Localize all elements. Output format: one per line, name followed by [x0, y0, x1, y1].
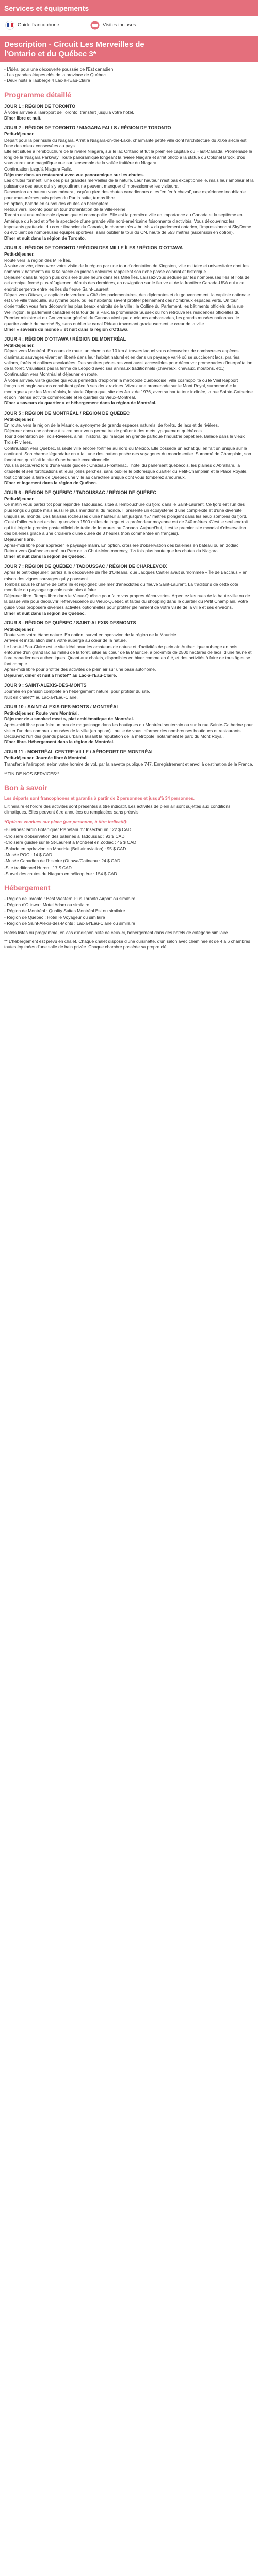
day-line: Elle est située à l'embouchure de la rivière Niagara, sur le lac Ontario et fut la première capitale du Haut-Canada. Promenade le long de la 'Niagara Parkway', route panoramique longeant la rivière Niagara et arrêt photo à la statue du Colonel Brock, d'où vous aurez une magnifique vue sur l'ensemble de la vallée fruitière du Niagara. [4, 148, 252, 166]
program-title: Programme détaillé [4, 90, 71, 99]
day-line: Petit-déjeuner. [4, 251, 35, 257]
flag-icon [5, 21, 14, 30]
days-list [0, 104, 258, 767]
ticket-icon [90, 21, 100, 30]
day-line: Dîner et nuit dans la région de Québec. [4, 610, 86, 616]
day-block [4, 245, 254, 332]
page [0, 0, 258, 955]
description-title-line2: l'Ontario et du Québec 3* [4, 49, 96, 58]
day-block [4, 125, 254, 241]
day-line: Arrivée et installation dans votre auberge au cœur de la nature. [4, 638, 127, 643]
day-line: Petit-déjeuner. [4, 131, 35, 137]
hotels-list [0, 896, 258, 927]
day-line: Les chutes forment l'une des plus grandes merveilles de la nature. Leur hauteur n'est pas exceptionnelle, mais leur ampleur et la puissance des eaux qui s'y engouffrent ne peuvent manquer d'impressionner les visiteurs. [4, 178, 254, 189]
day-block [4, 620, 254, 679]
day-title: JOUR 11 : MONTRÉAL CENTRE-VILLE / AÉROPORT DE MONTRÉAL [4, 749, 154, 755]
day-line: Après le petit-déjeuner, partez à la découverte de l'Île d'Orléans, que Jacques Cartier avait surnommée « Île de Bacchus » en raison des vignes sauvages qui y poussent. [4, 570, 248, 581]
day-line: Dîner et nuit dans la région de Québec. [4, 554, 86, 560]
option-item: -Croisière guidée sur le St-Laurent à Montréal en Zodiac : 45 $ CAD [4, 839, 137, 845]
day-line: Descursion en bateau vous mènera jusqu'au pied des chutes canadiennes dites 'en fer à cheval', une expérience inoubliable pour vous-mêmes puis prises du Pur la suite, temps libre. [4, 189, 246, 200]
day-line: Petit-déjeuner. Journée libre à Montréal. [4, 755, 88, 761]
option-item: -Site traditionnel Huron : 17 $ CAD [4, 865, 72, 870]
day-line: Après-midi libre pour profiter des activités de plein air sur une base autonome. [4, 667, 156, 672]
services-list [0, 16, 258, 34]
day-line: Continuation jusqu'à Niagara Falls. [4, 166, 72, 172]
day-line: Tour d'orientation de Trois-Rivières, ainsi l'historial qui marque en grande partique l'industrie papetière. Balade dans le vieux Trois-Rivières. [4, 434, 245, 445]
day-line: Déjeuner libre. Temps libre dans le Vieux-Québec pour faire vos propres découvertes. Arpentez les rues de la haute-ville ou de la basse ville pour découvrir l'effervescence du Vieux-Québec et faites du shopping dans le quartier du Petit Champlain. Votre guide vous proposera diverses activités optionnelles pour profiter pleinement de votre visite de la ville et ses environs. [4, 593, 250, 610]
day-block [4, 336, 254, 406]
day-line: Déjeuner dans la région puis croisière d'une heure dans les Mille Îles. Laissez-vous séduire par les nombreuses îles et îlots de cet archipel formé plus réfugiement dépuis des dernières, en navigation sur le fleuve et de la frontière Canada-USA qui a cet endroit serpente entre les îles du fleuve Saint-Laurent. [4, 275, 250, 292]
day-line: Dîner libre et nuit. [4, 115, 42, 121]
day-line: En route, vers la région de la Mauricie, synonyme de grands espaces naturels, de forêts, de lacs et de rivières. [4, 422, 219, 428]
day-line: Départ pour la perinsule du Niagara. Arrêt à Niagara-on-the-Lake, charmante petite ville dont l'architecture du XIXe siècle est l'une des mieux conservées au pays. [4, 137, 247, 148]
hotel-item: - Région de Saint-Alexis-des-Monts : Lac-à-l'Eau-Claire ou similaire [4, 921, 135, 926]
options-list [0, 827, 258, 877]
day-line: Dîner et nuit dans la région de Toronto. [4, 235, 86, 241]
hotel-item: - Région de Toronto : Best Western Plus Toronto Airport ou similaire [4, 895, 136, 901]
option-item: -Balade en hydravion en Mauricie (Bell air aviation) : 95 $ CAD [4, 845, 126, 851]
day-block [4, 749, 254, 767]
day-title: JOUR 8 : RÉGION DE QUÉBEC / SAINT-ALEXIS-DESMONTS [4, 620, 136, 626]
hotels-title: Hébergement [4, 884, 51, 892]
day-title: JOUR 5 : RÉGION DE MONTRÉAL / RÉGION DE QUÉBEC [4, 410, 130, 416]
good-to-know-line: L'itinéraire et l'ordre des activités sont présentés à titre indicatif. Les activités de plein air sont sujettes aux conditions climatiques. Elles peuvent être annulées ou remplacées sans préavis. [4, 803, 231, 815]
intro-line: - L'idéal pour une découverte poussée de l'Est canadien [4, 66, 114, 72]
day-title: JOUR 9 : SAINT-ALEXIS-DES-MONTS [4, 682, 87, 688]
day-block [4, 104, 254, 121]
day-line: Journée en pension complète en hébergement nature, pour profiter du site. [4, 688, 150, 694]
day-line: Dîner et logement dans la région de Québec. [4, 480, 97, 485]
day-line: Route vers votre étape nature. En option, survol en hydravion de la région de la Mauricie. [4, 632, 178, 638]
option-item: -Musée POC : 14 $ CAD [4, 852, 53, 858]
options-title: *Options vendues sur place (par personne, à titre indicatif): [4, 819, 128, 825]
option-item: -Musée Canadien de l'histoire (Ottawa/Gatineau : 24 $ CAD [4, 858, 121, 864]
service-label-guide: Guide francophone [18, 22, 59, 28]
day-line: À votre arrivée, visite guidée qui vous permettra d'explorer la métropole québécoise, ville cosmopolite où le Vieil Rapport français et anglo-saxons cohabitent grâce à ses deux racines. Vivrez une promenade sur le Mont Royal, surnommé « la montagne » par les Montréalais, le stade Olympique, site des Jeux de 1976, avec sa haute tour inclinée, la rue Sainte-Catherine et son intense activité commerciale et le quartier du Vieux-Montréal. [4, 377, 253, 400]
day-line: Déjeuner de « smoked meat », plat emblématique de Montréal. [4, 716, 134, 722]
day-line: Dîner libre. Hébergement dans la région de Montréal. [4, 739, 115, 745]
end-marker: **FIN DE NOS SERVICES** [4, 771, 60, 776]
day-title: JOUR 6 : RÉGION DE QUÉBEC / TADOUSSAC / RÉGION DE QUÉBEC [4, 490, 156, 496]
description-title-line1: Description - Circuit Les Merveilles de [4, 40, 144, 49]
day-line: Départ vers Montréal. En cours de route, un chemin de 10 km à travers laquel vous découvrirez de nombreuses espèces d'animaux sauvages vivant en liberté dans leur habitat naturel et en dans un paysage varié où se succèdent lacs, prairies, vallons, forêts et collines escaladées. Des sentiers pédestres vont aussi accessibles pour découvrir promenades d'interprétation de la forêt. Visualisez pas la ferme de Léopold avec ses animaux traditionnels (chèvreux, chevaux, moutons, etc.) [4, 348, 253, 371]
day-block [4, 683, 254, 700]
service-item-visits [90, 21, 136, 30]
intro-line: - Deux nuits à l'auberge 4 Lac-à-l'Eau-Claire [4, 78, 90, 83]
option-item: -Survol des chutes du Niagara en hélicoptère : 154 $ CAD [4, 871, 117, 876]
day-line: Vous la découvrez lors d'une visite guidée : Château Frontenac, l'hôtel du parlement québécois, les plaines d'Abraham, la citadelle et ses fortifications et leurs jolies perches, sans oublier le pittoresque quartier du Petit-Champlain et la Place Royale, tout contribue à faire de Québec une ville au caractère unique dont vous tomberez amoureux. [4, 463, 248, 480]
day-block [4, 564, 254, 616]
day-line: Dîner « saveurs du quartier » et hébergement dans la région de Montréal. [4, 400, 157, 406]
day-line: Retour vers Toronto pour un tour d'orientation de la Ville-Reine. [4, 207, 127, 212]
intro [0, 66, 258, 84]
hotels-note: Hôtels listés ou programme, en cas d'indisponibilité de ceux-ci, hébergement dans des hôtels de catégorie similaire. [4, 929, 229, 935]
day-line: Dîner « saveurs du monde » et nuit dans la région d'Ottawa. [4, 327, 129, 332]
footnote: ** L'hébergement est prévu en chalet. Chaque chalet dispose d'une cuisinette, d'un salon avec cheminée et de 4 à 6 chambres toutes équipées d'une salle de bain privée. Chaque chambre possède sa propre clé. [4, 938, 250, 950]
day-line: Tombez sous le charme de cette île et rejoignez une mer d'anecdotes du fleuve Saint-Laurent. La traditions de cette côte mondiale du paysage agricole reste plus à faire. [4, 581, 238, 592]
day-title: JOUR 7 : RÉGION DE QUÉBEC / TADOUSSAC / RÉGION DE CHARLEVOIX [4, 564, 167, 569]
day-line: Après-midi libre pour faire un peu de magasinage dans les boutiques du Montréal souterrain ou sur la rue Sainte-Catherine pour visiter l'un des nombreux musées de la ville (en option). Inutile de vous informer des nombreuses boutiques et restaurants. Découvrez l'un des grands parcs urbains faisant la réputation de la métropole, notamment le parc du Mont Royal. [4, 722, 253, 739]
day-line: À votre arrivée, découvrez votre visite de la région par une tour d'orientation de Kingston, ville militaire et universitaire dont les nombreux bâtiments du XIXe siècle en pierres calcaires rappellent son riche passé colonial et historique. [4, 263, 249, 274]
day-line: Déjeuner libre. [4, 536, 35, 542]
day-line: Petit-déjeuner. Route vers Montréal. [4, 710, 79, 716]
day-block [4, 411, 254, 486]
day-line: C'est d'ailleurs à cet endroit qu'environ 1500 milles de large et la profondeur moyenne est de 240 mètres. C'est le seul endroit qui fut érigé le premier poste officiel de traite de fourrures au Canada. Aujourd'hui, il est le premier site mondial d'observation des baleines grâce à une croisière d'une durée de 3 heures (non commentée en français). [4, 519, 248, 536]
intro-line: - Les grandes étapes clés de la province de Québec [4, 72, 106, 78]
day-title: JOUR 3 : RÉGION DE TORONTO / RÉGION DES MILLE ÎLES / RÉGION D'OTTAWA [4, 245, 183, 251]
day-line: Toronto est une métropole dynamique et cosmopolite. Elle est la première ville en importance au Canada et la septième en Amérique du Nord et offre le spectacle d'une grande ville nord-américaine foisonnante d'activités. Vous découvrirez les imposants gratte-ciel du cœur financier du Canada, le charme très « british » du parlement ontarien, l'impressionnant SkyDome où évoluent de nombreuses équipes sportives, sans oublier la tour du CN, haute de 553 mètres (ascension en option). [4, 212, 251, 235]
day-line: Route vers la région des Mille Îles. [4, 257, 71, 263]
day-line: Continuation vers Montréal et déjeuner en route. [4, 371, 99, 377]
day-line: Retour vers Québec en arrêt au Parc de la Chute-Montmorency, 1½ fois plus haute que les chutes du Niagara. [4, 548, 219, 553]
day-line: Petit-déjeuner. [4, 496, 35, 502]
day-line: Déjeuner, dîner et nuit à l'hôtel** au Lac-à-l'Eau-Claire. [4, 672, 117, 678]
services-header: Services et équipements [0, 0, 258, 16]
hotel-item: - Région de Québec : Hotel le Voyageur ou similaire [4, 914, 105, 920]
day-title: JOUR 10 : SAINT-ALEXIS-DES-MONTS / MONTRÉAL [4, 704, 120, 710]
day-block [4, 490, 254, 560]
option-item: -Bluelines/Jardin Botanique/ Planétarium/ Insectarium : 22 $ CAD [4, 827, 132, 833]
day-line: Déjeuner dans une cabane à sucre pour vous permettre de goûter à des mets typiquement québécois. [4, 428, 203, 433]
description-header [0, 36, 258, 62]
day-line: Continuation vers Québec, la seule ville encore fortifiée au nord du Mexico. Elle possède un achat qui en fait un unique sur le continent. Son charme légendaire en a fait une destination prisée des voyageurs du monde entier. Surnomé de Champlain, son fondateur, qualifiait le site d'une beauté exceptionnelle. [4, 445, 251, 463]
day-title: JOUR 4 : RÉGION D'OTTAWA / RÉGION DE MONTRÉAL [4, 336, 126, 342]
day-line: Transfert à l'aéroport, selon votre horaire de vol, par la navette publique 747. Enregistrement et envol à destination de la France. [4, 761, 253, 767]
service-item-guide [5, 21, 59, 30]
day-line: Après-midi libre pour apprécier le paysage marin. En option, croisière d'observation des baleines en bateau ou en zodiac. [4, 542, 240, 548]
service-label-visits: Visites incluses [102, 22, 136, 28]
day-line: À votre arrivée à l'aéroport de Toronto, transfert jusqu'à votre hôtel. [4, 109, 134, 115]
day-line: En option, balade en survol des chutes en hélicoptère. [4, 200, 110, 206]
day-line: Nuit en chalet** au Lac-à-l'Eau-Claire. [4, 694, 78, 700]
day-line: Le Lac-à-l'Eau-Claire est le site idéal pour les amateurs de nature et d'activités de plein air. Authentique auberge en bois entourée d'un grand lac au milieu de la forêt, situé au cœur de la Mauricie, à proximité de 2500 hectares de lacs, d'une faune et flore canadiennes authentiques. Quant aux chalets, disponibles en hiver comme en été, et des activités à faire de tous âges se font compte. [4, 643, 252, 667]
day-line: Ce matin vous partez tôt pour rejoindre Tadoussac, situé à l'embouchure du fjord dans le Saint-Laurent. Ce fjord est l'un des plus longs du globe mais aussi le plus méridional du monde. Il présente un écosystème d'une complexité et d'une diversité uniques au monde. Des falaises rocheuses d'une hauteur allant jusqu'à 457 mètres plongent dans les eaux sombres du fjord. [4, 502, 248, 519]
day-title: JOUR 1 : RÉGION DE TORONTO [4, 104, 76, 109]
day-line: Départ vers Ottawa, « capitale de verdure » Cité des parlementaires, des diplomates et du gouvernement, la capitale nationale est une ville tranquille, au rythme posé, où les habitants savent profiter pleinement des nombreux espaces verts. Un tour d'orientation vous fera découvrir les plus beaux endroits de la ville : la Colline du Parlement, les bâtiments officiels de la rue Wellington, le parlement canadien et la tour de la Paix, la promenade Sussex où l'on retrouve les résidences officielles du Premier ministre et du Gouverneur général du Canada ainsi que quelques ambassades, les grands musées nationaux, le quartier animé du marché By, sans oublier le canal Rideau traversant gracieusement le cœur de la ville. [4, 292, 250, 326]
day-block [4, 704, 254, 745]
day-line: Petit-déjeuner. [4, 626, 35, 632]
hotel-item: - Région d'Ottawa : Motel Adam ou similaire [4, 902, 90, 907]
good-to-know-line: Les départs sont francophones et garantis à partir de 2 personnes et jusqu'à 34 personnes. [4, 795, 195, 801]
hotel-item: - Région de Montréal : Quality Suites Montréal Est ou similaire [4, 908, 125, 913]
good-to-know-title: Bon à savoir [4, 783, 48, 792]
day-line: Déjeuner dans un restaurant avec vue panoramique sur les chutes. [4, 172, 144, 177]
option-item: -Croisière d'observation des baleines à Tadoussac : 93 $ CAD [4, 833, 125, 839]
day-line: Petit-déjeuner. [4, 416, 35, 422]
day-line: Petit-déjeuner. [4, 343, 35, 348]
day-title: JOUR 2 : RÉGION DE TORONTO / NIAGARA FALLS / RÉGION DE TORONTO [4, 125, 171, 131]
